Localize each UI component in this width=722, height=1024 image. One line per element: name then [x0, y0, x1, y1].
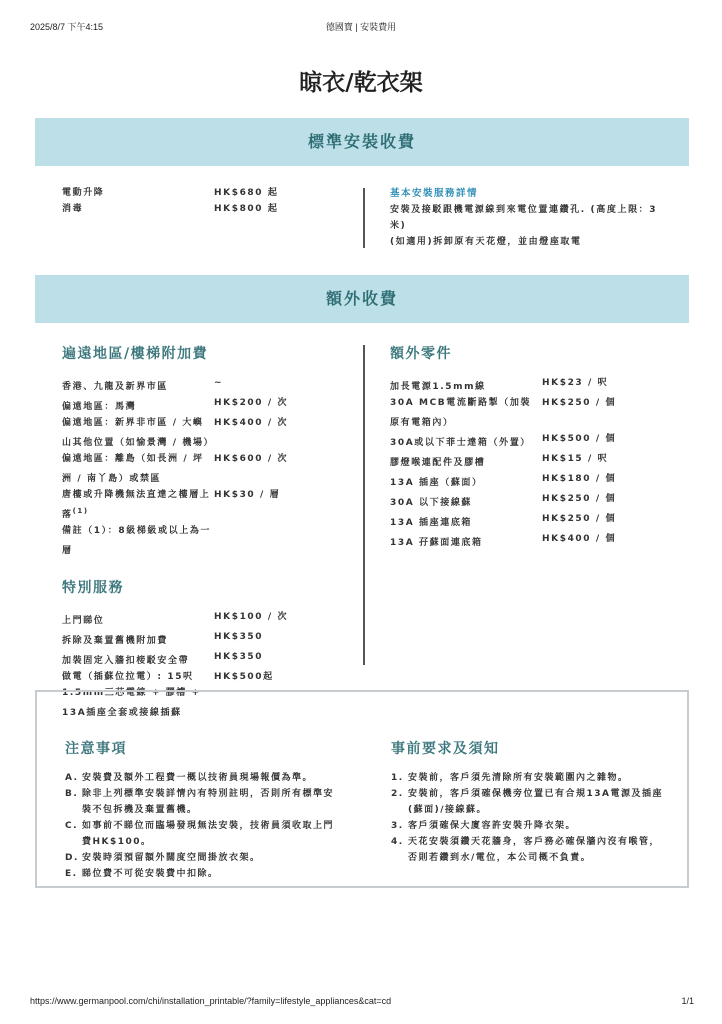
list-marker: 4. — [391, 837, 404, 847]
item-price: HK$500 / 個 — [542, 434, 617, 444]
list-marker: E. — [65, 869, 78, 879]
list-item — [391, 786, 666, 818]
item-name: 拆除及棄置舊機附加費 — [62, 636, 169, 646]
item-price: ~ — [214, 378, 224, 388]
item-price: HK$250 / 個 — [542, 514, 617, 524]
list-text: 除非上列標準安裝詳情內有特別註明，否則所有標準安裝不包拆機及棄置舊機。 — [82, 789, 335, 815]
item-price: HK$500起 — [214, 672, 274, 682]
footnote-mark: (1) — [72, 507, 89, 515]
section-title: 特別服務 — [62, 580, 124, 596]
item-name: 13A 孖蘇面連底箱 — [390, 538, 483, 548]
list-marker: C. — [65, 821, 79, 831]
divider — [363, 188, 365, 248]
remote-section — [62, 343, 294, 721]
details-line: 安裝及接駁跟機電源線到來電位置連鑽孔. (高度上限：3米) — [390, 205, 658, 231]
price-row — [390, 395, 630, 431]
list-marker: D. — [65, 853, 79, 863]
list-item — [391, 818, 666, 834]
price-row — [62, 487, 294, 523]
extra-heading: 額外收費 — [35, 275, 689, 323]
list-text: 客戶須確保大廈容許安裝升降衣架。 — [408, 821, 577, 831]
item-name: 30A 以下接線蘇 — [390, 498, 473, 508]
divider — [363, 345, 365, 665]
details-title: 基本安裝服務詳情 — [390, 188, 479, 199]
requirements-section — [391, 738, 666, 866]
item-price: HK$350 — [214, 632, 264, 642]
price-row — [390, 491, 630, 511]
list-text: 如事前不睇位而臨場發現無法安裝，技術員須收取上門費HK$100。 — [82, 821, 335, 847]
notes-box — [35, 690, 689, 888]
section-title: 注意事項 — [65, 741, 127, 757]
section-title: 額外零件 — [390, 346, 452, 362]
item-price: HK$350 — [214, 652, 264, 662]
price-row — [390, 375, 630, 395]
item-price: HK$800 起 — [214, 204, 279, 214]
item-name: 電動升降 — [62, 188, 105, 198]
item-price: HK$100 / 次 — [214, 612, 289, 622]
price-row — [390, 511, 630, 531]
price-row — [62, 451, 294, 487]
item-name: 消毒 — [62, 204, 84, 214]
list-marker: 2. — [391, 789, 404, 799]
list-text: 安裝時須預留額外闊度空間掛放衣架。 — [82, 853, 261, 863]
list-text: 安裝前，客戶須先清除所有安裝範圍內之雜物。 — [408, 773, 629, 783]
item-price: HK$200 / 次 — [214, 398, 289, 408]
item-name: 做電（插蘇位拉電）: 15呎1.5mm三芯電線 + 膠槽 + 13A插座全套或接線插蘇 — [62, 672, 201, 718]
item-name: 偏遠地區：馬灣 — [62, 402, 137, 412]
price-row — [390, 451, 630, 471]
list-text: 安裝費及額外工程費一概以技術員現場報價為準。 — [82, 773, 314, 783]
details-line: (如適用)拆卸原有天花燈，並由燈座取電 — [390, 237, 582, 247]
item-name: 備註（1）：8級梯級或以上為一層 — [62, 526, 212, 556]
price-row — [390, 431, 630, 451]
item-price: HK$23 / 呎 — [542, 378, 609, 388]
item-name: 香港、九龍及新界市區 — [62, 382, 169, 392]
price-row — [62, 201, 352, 217]
item-price: HK$250 / 個 — [542, 398, 617, 408]
item-name: 上門睇位 — [62, 616, 105, 626]
price-row — [62, 629, 294, 649]
print-datetime: 2025/8/7 下午4:15 — [30, 22, 104, 32]
price-row — [62, 415, 294, 451]
list-marker: 1. — [391, 773, 404, 783]
list-text: 睇位費不可從安裝費中扣除。 — [82, 869, 219, 879]
item-price: HK$250 / 個 — [542, 494, 617, 504]
page-number: 1/1 — [681, 996, 694, 1006]
print-url: https://www.germanpool.com/chi/installation_printable/?family=lifestyle_appliances&cat=cd — [30, 996, 392, 1006]
print-tab-title: 德國寶 | 安裝費用 — [325, 22, 397, 32]
section-title: 遍遠地區/樓梯附加費 — [62, 346, 209, 362]
list-item — [391, 770, 666, 786]
item-price: HK$400 / 個 — [542, 534, 617, 544]
notes-section — [65, 738, 340, 882]
section-title: 事前要求及須知 — [391, 741, 500, 757]
standard-heading: 標準安裝收費 — [35, 118, 689, 166]
price-row — [62, 375, 294, 395]
price-row — [390, 531, 630, 551]
item-price: HK$680 起 — [214, 188, 279, 198]
price-row — [62, 185, 352, 201]
list-item — [65, 770, 340, 786]
item-name: 膠燈喉連配件及膠槽 — [390, 458, 486, 468]
item-name: 唐樓或升降機無法直達之樓層上落$^{(1)}$ — [62, 490, 211, 520]
item-name: 13A 插座連底箱 — [390, 518, 473, 528]
page-title: 晾衣/乾衣架 — [299, 70, 423, 96]
item-name: 30A MCB電流斷路掣（加裝原有電箱內） — [390, 398, 532, 428]
standard-price-list — [62, 185, 352, 217]
item-name: 30A或以下菲士達箱（外置） — [390, 438, 531, 448]
list-text: 安裝前，客戶須確保機旁位置已有合規13A電源及插座(蘇面)/接線蘇。 — [408, 789, 663, 815]
item-price: HK$30 / 層 — [214, 490, 281, 500]
item-name: 加裝固定入牆扣椄駁安全帶 — [62, 656, 190, 666]
standard-details — [390, 186, 665, 250]
item-price: HK$180 / 個 — [542, 474, 617, 484]
price-row — [390, 471, 630, 491]
price-row — [62, 609, 294, 629]
list-marker: B. — [65, 789, 79, 799]
item-name: 13A 插座（蘇面） — [390, 478, 483, 488]
list-item — [391, 834, 666, 866]
item-name: 偏遠地區：離島（如長洲 / 坪洲 / 南丫島）或禁區 — [62, 454, 204, 484]
item-name: 偏遠地區：新界非市區 / 大嶼山其他位置（如愉景灣 / 機場） — [62, 418, 215, 448]
price-row — [62, 395, 294, 415]
price-row — [62, 523, 294, 559]
list-item — [65, 786, 340, 818]
list-item — [65, 866, 340, 882]
list-text: 天花安裝須鑽天花牆身，客戶務必確保牆內沒有喉管，否則若鑽到水/電位，本公司概不負責。 — [408, 837, 661, 863]
list-marker: 3. — [391, 821, 404, 831]
list-item — [65, 850, 340, 866]
item-price: HK$400 / 次 — [214, 418, 289, 428]
parts-section — [390, 343, 630, 551]
item-name: 加長電源1.5mm線 — [390, 382, 486, 392]
list-item — [65, 818, 340, 850]
item-price — [214, 523, 294, 559]
item-price: HK$15 / 呎 — [542, 454, 609, 464]
item-price: HK$600 / 次 — [214, 454, 289, 464]
price-row — [62, 649, 294, 669]
list-marker: A. — [65, 773, 79, 783]
